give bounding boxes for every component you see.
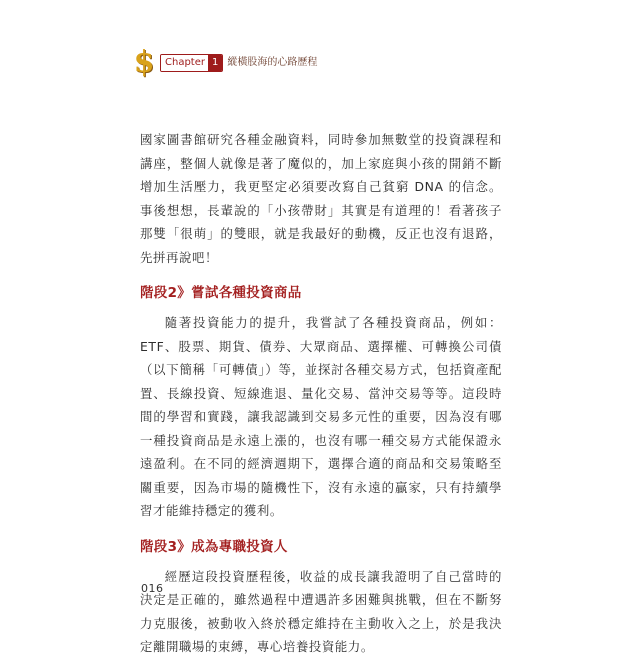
body-text bbox=[140, 128, 502, 659]
chapter-title: 縱橫股海的心路歷程 bbox=[227, 57, 318, 68]
paragraph: 國家圖書館研究各種金融資料，同時參加無數堂的投資課程和講座，整個人就像是著了魔似的，加上家庭與小孩的開銷不斷增加生活壓力，我更堅定必須要改寫自己貧窮 DNA 的信念。事後想想，長輩說的「小孩帶財」其實是有道理的！看著孩子那雙「很萌」的雙眼，就是我最好的動機，反正也沒有退路，先拼再說吧！ bbox=[140, 132, 502, 265]
chapter-badge bbox=[160, 54, 223, 72]
page-number: 016 bbox=[141, 582, 164, 595]
chapter-number: 1 bbox=[208, 55, 222, 71]
paragraph: 隨著投資能力的提升，我嘗試了各種投資商品，例如：ETF、股票、期貨、債券、大眾商品、選擇權、可轉換公司債（以下簡稱「可轉債」）等，並探討各種交易方式，包括資產配置、長線投資、短線進退、量化交易、當沖交易等等。這段時間的學習和實踐，讓我認識到交易多元性的重要，因為沒有哪一種投資商品是永遠上漲的，也沒有哪一種交易方式能保證永遠盈利。在不同的經濟週期下，選擇合適的商品和交易策略至關重要，因為市場的隨機性下，沒有永遠的贏家，只有持續學習才能維持穩定的獲利。 bbox=[140, 315, 502, 518]
chapter-header bbox=[132, 46, 317, 80]
chapter-label: Chapter bbox=[161, 55, 208, 71]
paragraph: 經歷這段投資歷程後，收益的成長讓我證明了自己當時的決定是正確的，雖然過程中遭遇許多困難與挑戰，但在不斷努力克服後，被動收入終於穩定維持在主動收入之上，於是我決定離開職場的束縛，專心培養投資能力。 bbox=[140, 568, 502, 654]
dollar-sign-icon: $ bbox=[133, 45, 155, 80]
section-heading-stage-2: 階段2》嘗試各種投資商品 bbox=[140, 285, 302, 301]
section-heading-stage-3: 階段3》成為專職投資人 bbox=[140, 538, 288, 555]
